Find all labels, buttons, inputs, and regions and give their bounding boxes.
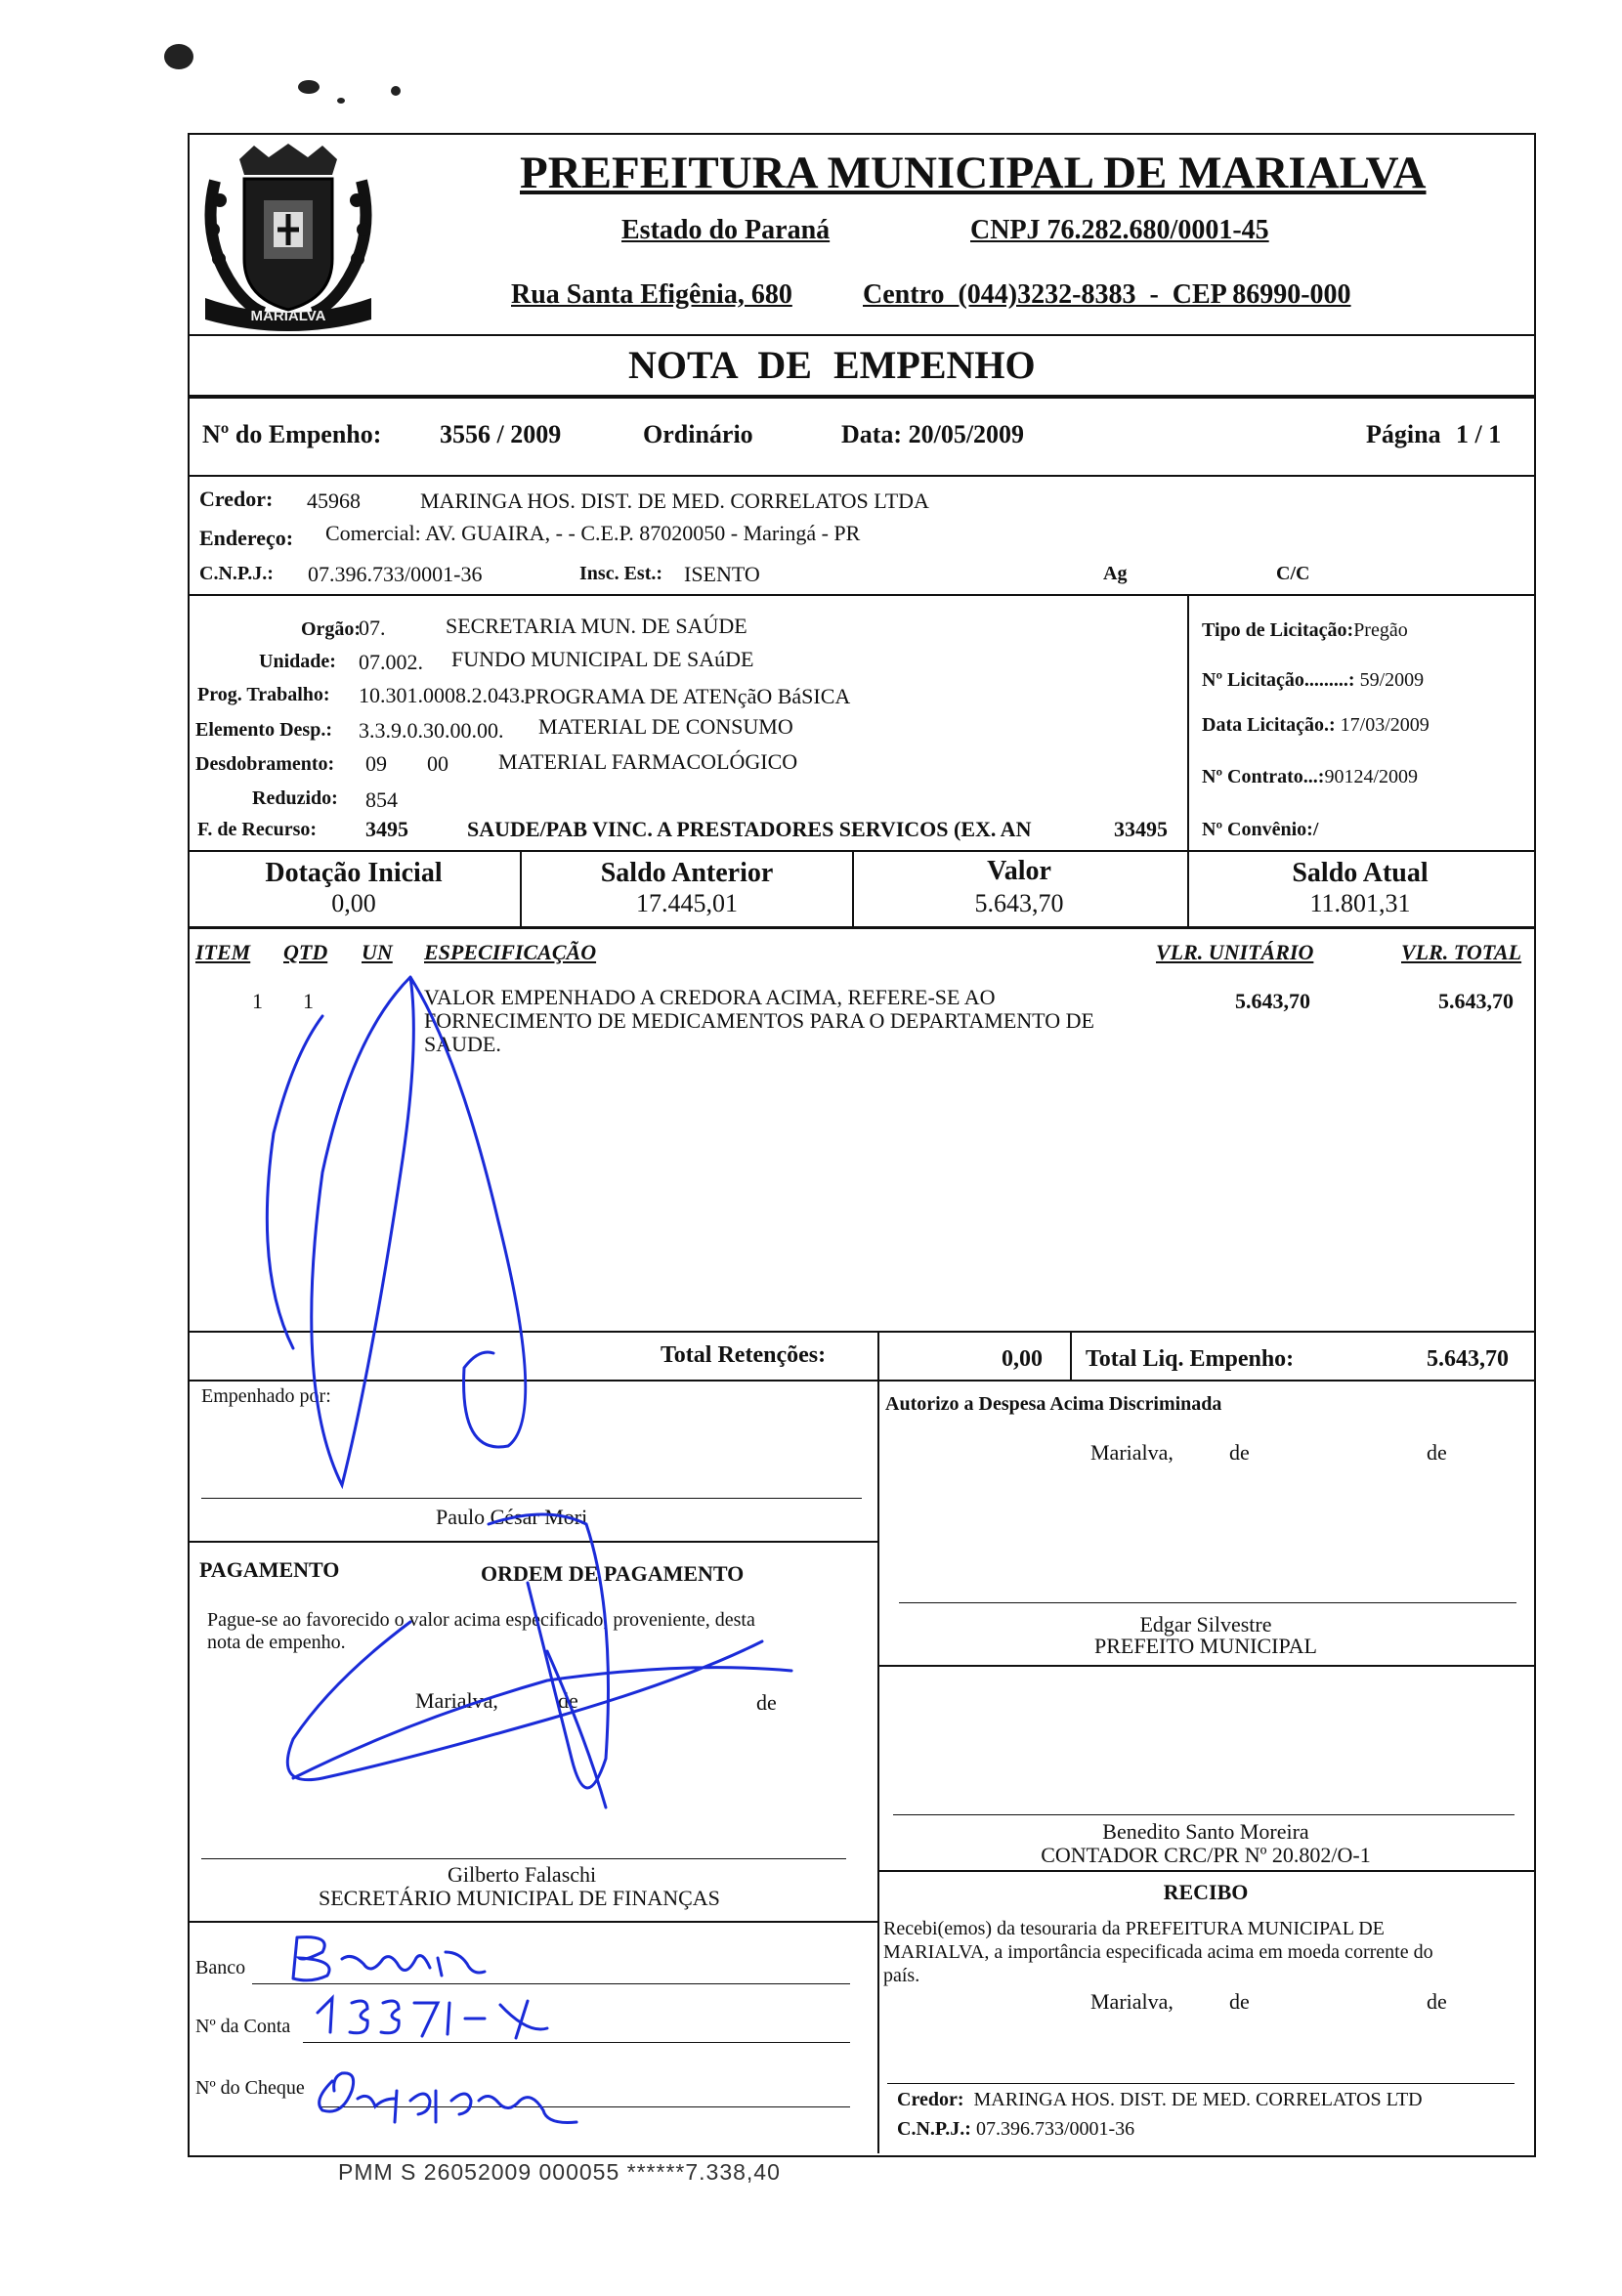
divider — [188, 594, 1534, 596]
pagamento-label: PAGAMENTO — [199, 1557, 340, 1582]
divider — [877, 1870, 1534, 1872]
municipality-title: PREFEITURA MUNICIPAL DE MARIALVA — [520, 148, 1427, 198]
total-liquido-value: 5.643,70 — [1427, 1346, 1509, 1372]
signature-line — [893, 1814, 1515, 1815]
cnpj-label: C.N.P.J.: — [199, 563, 274, 584]
elemento-label: Elemento Desp.: — [195, 719, 332, 741]
col-vlr-unitario: VLR. UNITÁRIO — [1156, 940, 1314, 964]
col-vlr-total: VLR. TOTAL — [1401, 940, 1522, 964]
valor-label: Valor — [987, 856, 1051, 886]
contador-title: CONTADOR CRC/PR Nº 20.802/O-1 — [1041, 1843, 1371, 1867]
dotacao-label: Dotação Inicial — [265, 858, 443, 888]
prog-label: Prog. Trabalho: — [197, 684, 330, 705]
saldo-atual-label: Saldo Atual — [1292, 858, 1429, 888]
prefeito-name: Edgar Silvestre — [1139, 1612, 1272, 1637]
col-especificacao: ESPECIFICAÇÃO — [424, 940, 597, 964]
total-liquido-label: Total Liq. Empenho: — [1086, 1346, 1295, 1372]
address-label: Endereço: — [199, 526, 294, 550]
secretario-name: Gilberto Falaschi — [448, 1862, 597, 1887]
recibo-line1: Recebi(emos) da tesouraria da PREFEITURA MUNICIPAL DE — [883, 1918, 1385, 1939]
recibo-line3: país. — [883, 1965, 920, 1986]
municipal-crest-icon — [195, 142, 381, 342]
contrato-number-label: Nº Contrato...: — [1202, 766, 1325, 787]
saldo-anterior-value: 17.445,01 — [636, 889, 738, 917]
col-un: UN — [362, 940, 393, 964]
licitacao-number-value: 59/2009 — [1359, 669, 1425, 691]
row-spec-line1: VALOR EMPENHADO A CREDORA ACIMA, REFERE-SE AO — [424, 985, 996, 1009]
empenhado-label: Empenhado por: — [201, 1385, 331, 1407]
orgao-code: 07. — [359, 616, 386, 640]
divider — [188, 926, 1534, 929]
recibo-cnpj-label: C.N.P.J.: — [897, 2118, 971, 2140]
empenho-number: 3556 / 2009 — [440, 420, 562, 448]
recurso-code-2: 33495 — [1114, 817, 1168, 841]
orgao-name: SECRETARIA MUN. DE SAÚDE — [446, 614, 747, 638]
contrato-number-value: 90124/2009 — [1324, 766, 1419, 787]
scan-speck — [298, 80, 320, 94]
unidade-code: 07.002. — [359, 650, 423, 674]
valor-value: 5.643,70 — [974, 889, 1064, 917]
conta-label: Nº da Conta — [195, 2016, 291, 2037]
col-item: ITEM — [195, 940, 251, 964]
divider — [188, 395, 1534, 399]
pagamento-place: Marialva, — [415, 1688, 498, 1713]
row-vlr-unitario: 5.643,70 — [1235, 989, 1310, 1013]
scan-speck — [164, 44, 193, 69]
pague-line2: nota de empenho. — [207, 1632, 346, 1653]
licitacao-type-value: Pregão — [1353, 619, 1408, 641]
recibo-credor-label: Credor: — [897, 2089, 964, 2110]
empenho-date: Data: 20/05/2009 — [841, 420, 1025, 448]
cheque-field-line — [319, 2106, 850, 2107]
pagamento-de-2: de — [756, 1690, 777, 1715]
elemento-name: MATERIAL DE CONSUMO — [538, 714, 793, 739]
page-label: Página — [1366, 420, 1441, 448]
empenho-number-label: Nº do Empenho: — [202, 420, 382, 448]
licitacao-type — [1202, 619, 1408, 642]
divider — [188, 1331, 1534, 1333]
divider — [188, 850, 1534, 852]
recurso-label: F. de Recurso: — [197, 819, 318, 840]
divider — [188, 334, 1534, 336]
desdobramento-label: Desdobramento: — [195, 753, 335, 775]
divider — [1070, 1331, 1072, 1380]
saldo-atual-value: 11.801,31 — [1309, 889, 1411, 917]
divider — [188, 475, 1534, 477]
divider — [188, 1541, 877, 1543]
total-retencoes-label: Total Retenções: — [661, 1342, 827, 1368]
conta-field-line — [303, 2042, 850, 2043]
autorizo-de-2: de — [1427, 1440, 1447, 1465]
recurso-name: SAUDE/PAB VINC. A PRESTADORES SERVICOS (EX. AN — [467, 817, 1032, 841]
cheque-label: Nº do Cheque — [195, 2077, 305, 2099]
signature-line — [201, 1498, 862, 1499]
divider — [877, 1331, 879, 1380]
empenhado-name: Paulo César Mori — [436, 1505, 588, 1529]
recibo-cnpj-value: 07.396.733/0001-36 — [975, 2118, 1135, 2140]
ordem-pagamento-label: ORDEM DE PAGAMENTO — [481, 1561, 745, 1586]
signature-line — [887, 2083, 1515, 2084]
reduzido-label: Reduzido: — [252, 787, 338, 809]
recibo-title: RECIBO — [1163, 1880, 1249, 1904]
banco-label: Banco — [195, 1957, 246, 1978]
prog-name: PROGRAMA DE ATENçãO BáSICA — [524, 684, 851, 708]
autorizo-label: Autorizo a Despesa Acima Discriminada — [885, 1393, 1222, 1415]
recibo-de-2: de — [1427, 1989, 1447, 2014]
licitacao-number — [1202, 669, 1424, 692]
reduzido-value: 854 — [365, 787, 398, 812]
prefeito-title: PREFEITO MUNICIPAL — [1094, 1634, 1317, 1658]
pague-line1: Pague-se ao favorecido o valor acima especificado, proveniente, desta — [207, 1609, 755, 1631]
total-retencoes-value: 0,00 — [1002, 1346, 1043, 1372]
divider — [188, 1380, 1534, 1382]
recibo-credor-value: MARINGA HOS. DIST. DE MED. CORRELATOS LTD — [973, 2089, 1423, 2110]
footer-stamp: PMM S 26052009 000055 ******7.338,40 — [338, 2159, 781, 2185]
row-spec-line2: FORNECIMENTO DE MEDICAMENTOS PARA O DEPARTAMENTO DE — [424, 1008, 1094, 1033]
credor-code: 45968 — [307, 489, 361, 513]
recurso-code: 3495 — [365, 817, 408, 841]
licitacao-date — [1202, 714, 1430, 737]
contrato-number — [1202, 766, 1418, 788]
secretario-title: SECRETÁRIO MUNICIPAL DE FINANÇAS — [319, 1886, 720, 1910]
divider — [877, 1380, 879, 2153]
col-qtd: QTD — [283, 940, 328, 964]
autorizo-place: Marialva, — [1090, 1440, 1174, 1465]
row-spec-line3: SAUDE. — [424, 1032, 501, 1056]
page-number: 1 / 1 — [1456, 420, 1502, 448]
contador-name: Benedito Santo Moreira — [1102, 1819, 1309, 1844]
pagamento-de-1: de — [558, 1688, 578, 1713]
divider — [188, 1921, 877, 1923]
credor-cnpj: 07.396.733/0001-36 — [308, 562, 483, 586]
prog-code: 10.301.0008.2.043. — [359, 683, 526, 707]
credor-name: MARINGA HOS. DIST. DE MED. CORRELATOS LTDA — [420, 489, 929, 513]
unidade-label: Unidade: — [259, 651, 336, 672]
convenio-label: Nº Convênio:/ — [1202, 819, 1319, 840]
desdobramento-code: 09 — [365, 751, 387, 776]
desdobramento-name: MATERIAL FARMACOLÓGICO — [498, 749, 798, 774]
document-title: NOTA DE EMPENHO — [628, 343, 1036, 387]
row-vlr-total: 5.643,70 — [1438, 989, 1514, 1013]
banco-field-line — [252, 1983, 850, 1984]
row-qtd: 1 — [303, 989, 314, 1013]
recibo-credor — [897, 2089, 1423, 2111]
insc-value: ISENTO — [684, 562, 760, 586]
ag-label: Ag — [1103, 563, 1128, 584]
divider — [1187, 594, 1189, 850]
row-item: 1 — [252, 989, 263, 1013]
divider — [877, 1665, 1534, 1667]
recibo-place: Marialva, — [1090, 1989, 1174, 2014]
recibo-cnpj — [897, 2118, 1134, 2141]
licitacao-date-label: Data Licitação.: — [1202, 714, 1336, 736]
insc-label: Insc. Est.: — [579, 563, 663, 584]
unidade-name: FUNDO MUNICIPAL DE SAúDE — [451, 647, 754, 671]
recibo-line2: MARIALVA, a importância especificada acima em moeda corrente do — [883, 1941, 1433, 1963]
scan-speck — [337, 98, 345, 104]
recibo-de-1: de — [1229, 1989, 1250, 2014]
autorizo-de-1: de — [1229, 1440, 1250, 1465]
state-name: Estado do Paraná — [621, 215, 831, 245]
elemento-code: 3.3.9.0.30.00.00. — [359, 718, 504, 743]
credor-address: Comercial: AV. GUAIRA, - - C.E.P. 87020050 - Maringá - PR — [325, 521, 861, 545]
licitacao-type-label: Tipo de Licitação: — [1202, 619, 1354, 641]
street-address: Rua Santa Efigênia, 680 — [511, 279, 792, 310]
scan-speck — [391, 86, 401, 96]
credor-label: Credor: — [199, 487, 274, 511]
crest-banner-text: MARIALVA — [250, 308, 326, 324]
orgao-label: Orgão: — [301, 618, 362, 640]
saldo-anterior-label: Saldo Anterior — [600, 858, 774, 888]
dotacao-value: 0,00 — [331, 889, 376, 917]
empenho-type: Ordinário — [643, 420, 753, 448]
desdobramento-subcode: 00 — [427, 751, 448, 776]
licitacao-number-label: Nº Licitação.........: — [1202, 669, 1355, 691]
district-phone-cep: Centro (044)3232-8383 - CEP 86990-000 — [863, 279, 1351, 310]
header-cnpj: CNPJ 76.282.680/0001-45 — [970, 215, 1269, 245]
signature-line — [899, 1602, 1516, 1603]
licitacao-date-value: 17/03/2009 — [1340, 714, 1430, 736]
signature-line — [201, 1858, 846, 1859]
cc-label: C/C — [1276, 563, 1310, 584]
